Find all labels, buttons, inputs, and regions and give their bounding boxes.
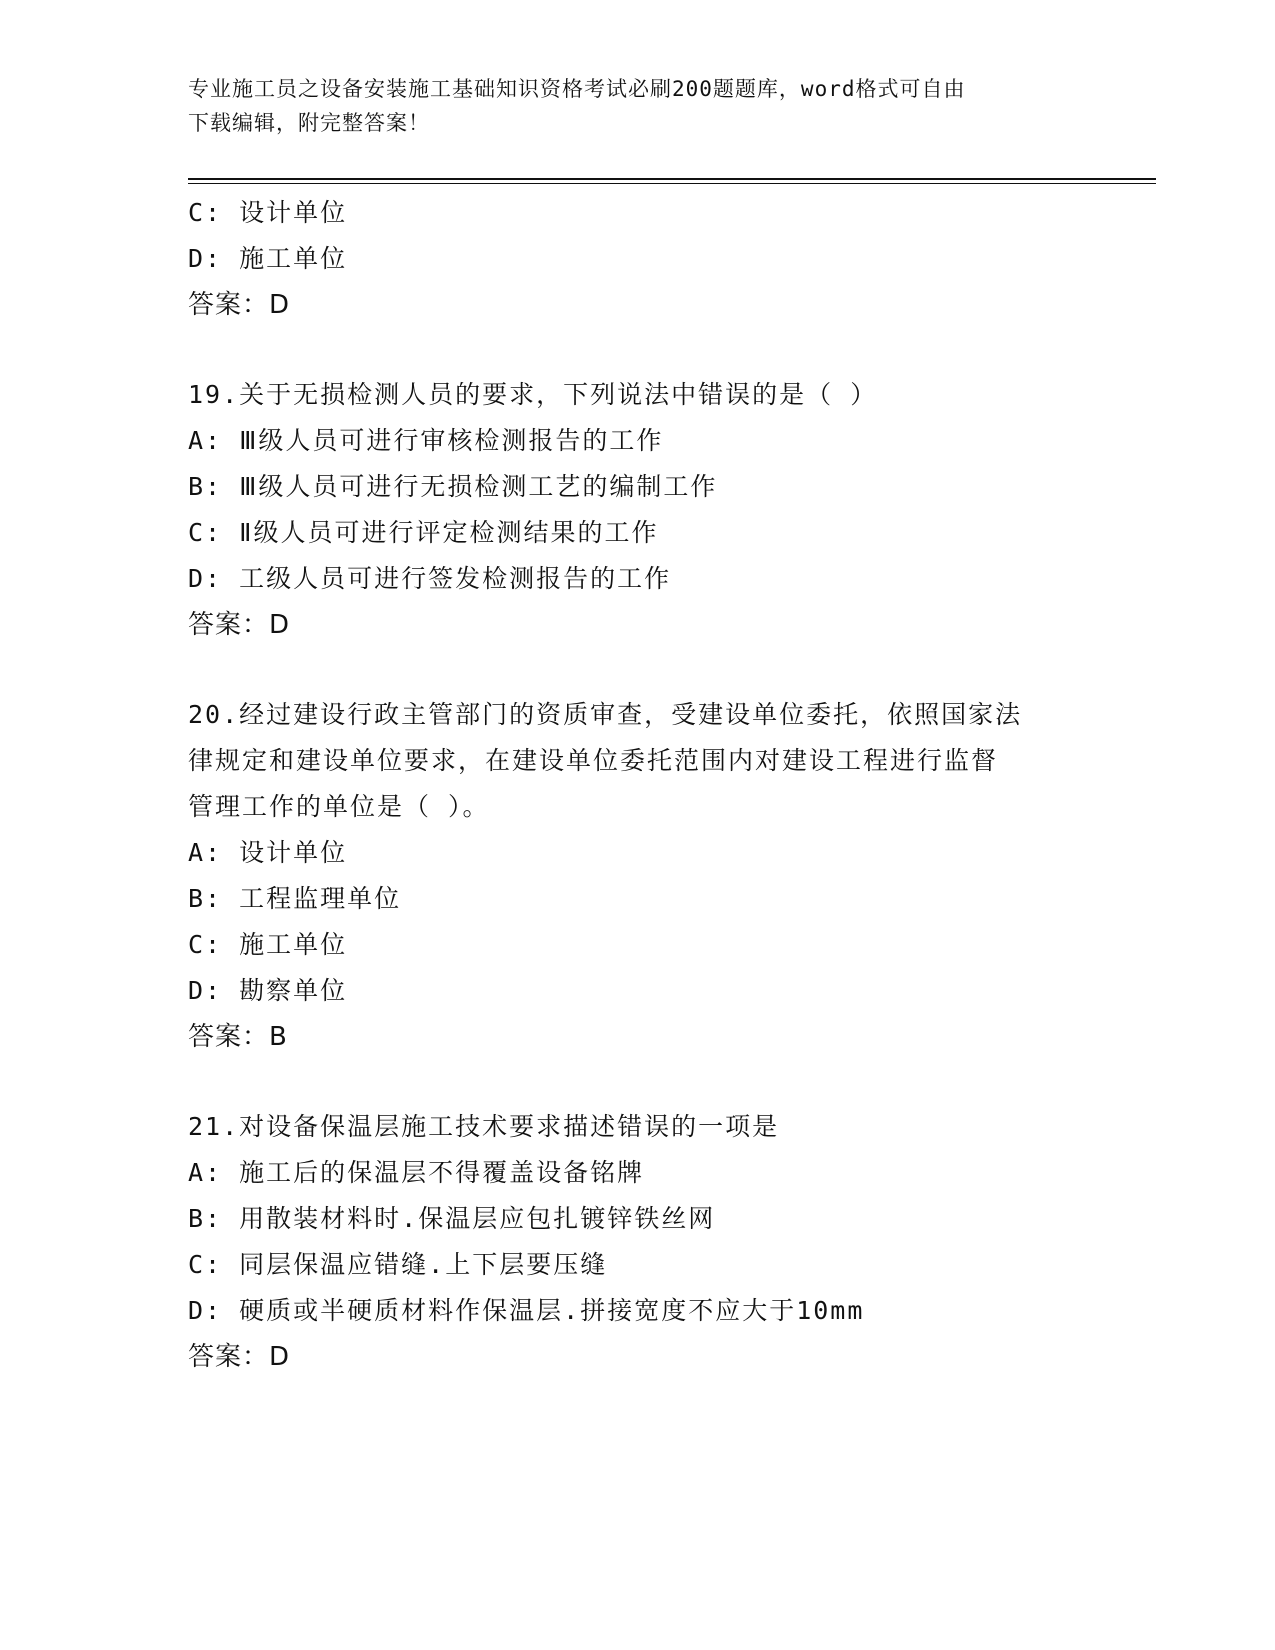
- answer-label: 答案：D: [188, 610, 291, 640]
- header-line-1: 专业施工员之设备安装施工基础知识资格考试必刷200题题库，word格式可自由: [188, 77, 966, 101]
- header-rule-thick: [188, 178, 1156, 180]
- option-b: B: 用散装材料时.保温层应包扎镀锌铁丝网: [188, 1204, 716, 1233]
- option-d: D: 施工单位: [188, 244, 348, 273]
- question-21: [188, 1104, 1088, 1380]
- option-b: B: 工程监理单位: [188, 884, 402, 913]
- option-d: D: 工级人员可进行签发检测报告的工作: [188, 564, 672, 593]
- option-c: C: Ⅱ级人员可进行评定检测结果的工作: [188, 518, 659, 547]
- question-stem-line-3: 管理工作的单位是（ ）。: [188, 792, 490, 821]
- question-stem-line-2: 律规定和建设单位要求，在建设单位委托范围内对建设工程进行监督: [188, 746, 999, 775]
- spacer: [188, 328, 1088, 372]
- question-stem: 21.对设备保温层施工技术要求描述错误的一项是: [188, 1112, 780, 1141]
- spacer: [188, 1060, 1088, 1104]
- option-d: D: 勘察单位: [188, 976, 348, 1005]
- question-stem-line-1: 20.经过建设行政主管部门的资质审查，受建设单位委托，依照国家法: [188, 700, 1023, 729]
- header-line-2: 下载编辑，附完整答案！: [188, 111, 430, 135]
- option-b: B: Ⅲ级人员可进行无损检测工艺的编制工作: [188, 472, 718, 501]
- option-c: C: 同层保温应错缝.上下层要压缝: [188, 1250, 608, 1279]
- document-header: [188, 72, 1068, 140]
- question-20: [188, 692, 1088, 1060]
- question-content: [188, 190, 1088, 1380]
- option-c: C: 施工单位: [188, 930, 348, 959]
- spacer: [188, 648, 1088, 692]
- option-c: C: 设计单位: [188, 198, 348, 227]
- option-a: A: 施工后的保温层不得覆盖设备铭牌: [188, 1158, 645, 1187]
- answer-label: 答案：B: [188, 1022, 288, 1052]
- option-d: D: 硬质或半硬质材料作保温层.拼接宽度不应大于10mm: [188, 1296, 865, 1325]
- option-a: A: 设计单位: [188, 838, 348, 867]
- option-a: A: Ⅲ级人员可进行审核检测报告的工作: [188, 426, 664, 455]
- header-rule-thin: [188, 183, 1156, 184]
- answer-label: 答案：D: [188, 1342, 291, 1372]
- question-18-partial: [188, 190, 1088, 328]
- question-stem: 19.关于无损检测人员的要求，下列说法中错误的是（ ）: [188, 380, 878, 409]
- question-19: [188, 372, 1088, 648]
- answer-label: 答案：D: [188, 290, 291, 320]
